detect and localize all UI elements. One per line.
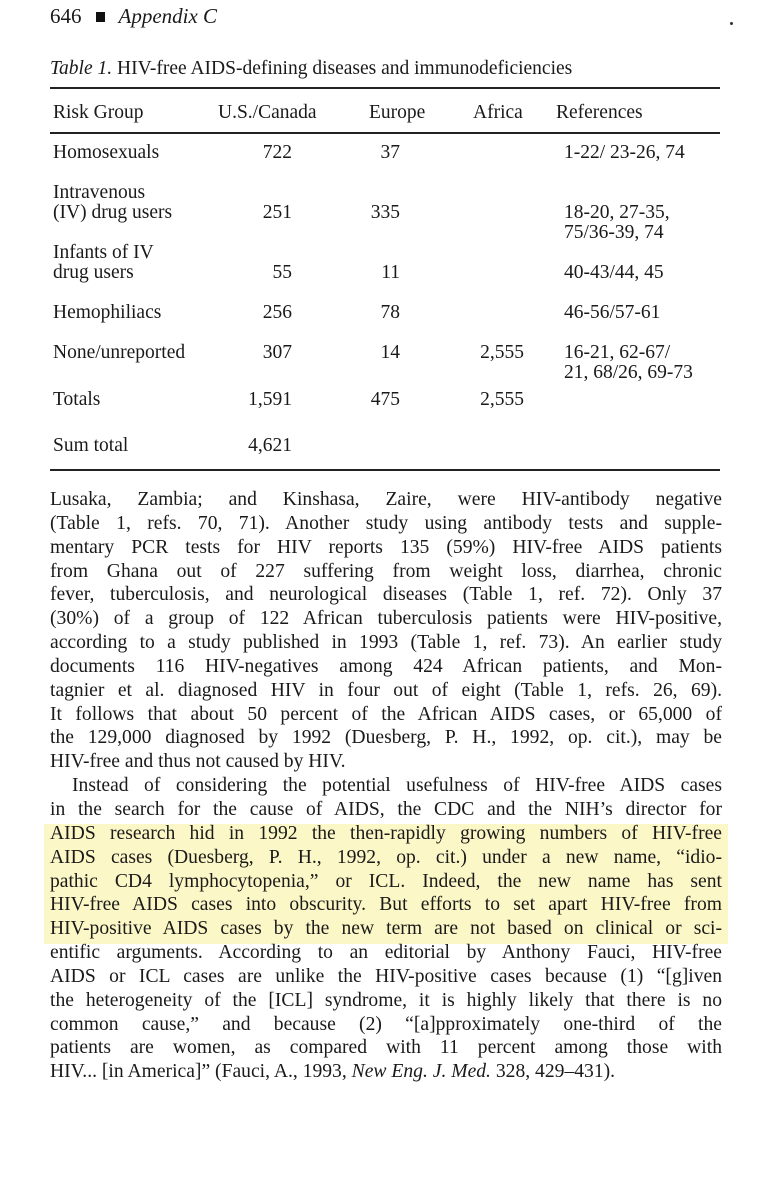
risk-group-cell: Intravenous bbox=[53, 182, 146, 203]
line-text: patients are women, as compared with 11 percent among those with bbox=[50, 1037, 722, 1059]
line-text: AIDS or ICL cases are unlike the HIV-positive cases because (1) “[g]iven bbox=[50, 965, 722, 987]
references-cell: 46-56/57-61 bbox=[564, 302, 661, 323]
us-canada-cell: 55 bbox=[272, 262, 292, 283]
text-line bbox=[50, 774, 722, 798]
line-text: It follows that about 50 percent of the African AIDS cases, or 65,000 of bbox=[50, 703, 722, 725]
text-line bbox=[50, 726, 722, 750]
europe-cell: 335 bbox=[370, 202, 400, 223]
text-line bbox=[50, 703, 722, 727]
text-line bbox=[50, 488, 722, 512]
caption-label: Table 1. bbox=[50, 58, 113, 79]
risk-group-cell: Homosexuals bbox=[53, 142, 160, 163]
europe-cell: 11 bbox=[381, 262, 400, 283]
journal-title: New Eng. J. Med. bbox=[351, 1061, 491, 1083]
line-text: HIV... [in America]” (Fauci, A., 1993, bbox=[50, 1061, 352, 1083]
risk-group-cell: Sum total bbox=[53, 435, 129, 456]
section-title: Appendix C bbox=[118, 4, 218, 28]
risk-group-cell: Infants of IV bbox=[53, 242, 154, 263]
caption-text: HIV-free AIDS-defining diseases and immunodeficiencies bbox=[112, 58, 573, 79]
line-text: the heterogeneity of the [ICL] syndrome, it is highly likely that there is no bbox=[50, 989, 722, 1011]
column-header: References bbox=[556, 102, 643, 123]
text-line bbox=[50, 631, 722, 655]
line-text: AIDS research hid in 1992 the then-rapidly growing numbers of HIV-free bbox=[50, 822, 722, 844]
us-canada-cell: 1,591 bbox=[248, 389, 292, 410]
text-line bbox=[50, 822, 722, 846]
text-line bbox=[50, 846, 722, 870]
text-line bbox=[50, 893, 722, 917]
line-text: from Ghana out of 227 suffering from weight loss, diarrhea, chronic bbox=[50, 560, 722, 582]
column-header: U.S./Canada bbox=[218, 102, 317, 123]
text-line bbox=[50, 607, 722, 631]
us-canada-cell: 722 bbox=[262, 142, 292, 163]
line-text: common cause,” and because (2) “[a]pproximately one-third of the bbox=[50, 1013, 722, 1035]
line-text: (30%) of a group of 122 African tuberculosis patients were HIV-positive, bbox=[50, 608, 722, 630]
risk-group-cell: drug users bbox=[53, 262, 134, 283]
line-text: HIV-positive AIDS cases by the new term are not based on clinical or sci- bbox=[50, 918, 722, 940]
line-text: pathic CD4 lymphocytopenia,” or ICL. Indeed, the new name has sent bbox=[50, 870, 722, 892]
column-header: Europe bbox=[369, 102, 426, 123]
references-cell: 18-20, 27-35, bbox=[564, 202, 670, 223]
text-line bbox=[50, 512, 722, 536]
europe-cell: 475 bbox=[370, 389, 400, 410]
line-text: Lusaka, Zambia; and Kinshasa, Zaire, were HIV-antibody negative bbox=[50, 489, 722, 510]
text-line bbox=[50, 989, 722, 1013]
line-text: in the search for the cause of AIDS, the CDC and the NIH’s director for bbox=[50, 798, 722, 820]
line-text: documents 116 HIV-negatives among 424 African patients, and Mon- bbox=[50, 655, 722, 677]
europe-cell: 37 bbox=[380, 142, 400, 163]
text-line bbox=[50, 1013, 722, 1037]
text-line bbox=[50, 965, 722, 989]
text-line bbox=[50, 679, 722, 703]
text-line bbox=[50, 560, 722, 584]
line-text: fever, tuberculosis, and neurological diseases (Table 1, ref. 72). Only 37 bbox=[50, 584, 722, 606]
column-header: Risk Group bbox=[53, 102, 144, 123]
us-canada-cell: 256 bbox=[262, 302, 292, 323]
text-line bbox=[50, 798, 722, 822]
africa-cell: 2,555 bbox=[480, 389, 524, 410]
text-line bbox=[50, 1036, 722, 1060]
references-cell: 16-21, 62-67/ bbox=[564, 342, 671, 363]
line-text: HIV-free AIDS cases into obscurity. But efforts to set apart HIV-free from bbox=[50, 894, 722, 916]
line-text: (Table 1, refs. 70, 71). Another study using antibody tests and supple- bbox=[50, 512, 722, 534]
europe-cell: 78 bbox=[380, 302, 400, 323]
page-number: 646 bbox=[50, 4, 82, 28]
line-text: the 129,000 diagnosed by 1992 (Duesberg, P. H., 1992, op. cit.), may be bbox=[50, 727, 722, 749]
line-text: AIDS cases (Duesberg, P. H., 1992, op. cit.) under a new name, “idio- bbox=[50, 846, 722, 868]
risk-group-cell: Totals bbox=[53, 389, 101, 410]
line-text: HIV-free and thus not caused by HIV. bbox=[50, 751, 346, 773]
text-line bbox=[50, 583, 722, 607]
us-canada-cell: 251 bbox=[262, 202, 292, 223]
references-cell: 75/36-39, 74 bbox=[564, 222, 664, 243]
text-line bbox=[50, 870, 722, 894]
text-line bbox=[50, 1060, 722, 1084]
references-cell: 21, 68/26, 69-73 bbox=[564, 362, 693, 383]
text-line bbox=[50, 536, 722, 560]
text-line bbox=[50, 655, 722, 679]
europe-cell: 14 bbox=[380, 342, 400, 363]
line-text: according to a study published in 1993 (Table 1, ref. 73). An earlier study bbox=[50, 632, 722, 654]
column-header: Africa bbox=[473, 102, 523, 123]
references-cell: 40-43/44, 45 bbox=[564, 262, 664, 283]
text-line bbox=[50, 941, 722, 965]
line-text: mentary PCR tests for HIV reports 135 (59%) HIV-free AIDS patients bbox=[50, 536, 722, 558]
line-text: Instead of considering the potential usefulness of HIV-free AIDS cases bbox=[72, 775, 722, 797]
text-line bbox=[50, 917, 722, 941]
risk-group-cell: (IV) drug users bbox=[53, 202, 173, 223]
data-table bbox=[0, 0, 773, 480]
body-text bbox=[50, 488, 722, 1084]
citation-end: 328, 429–431). bbox=[490, 1061, 616, 1083]
references-cell: 1-22/ 23-26, 74 bbox=[564, 142, 685, 163]
us-canada-cell: 4,621 bbox=[248, 435, 292, 456]
text-line bbox=[50, 750, 722, 774]
risk-group-cell: Hemophiliacs bbox=[53, 302, 162, 323]
line-text: entific arguments. According to an editorial by Anthony Fauci, HIV-free bbox=[50, 942, 722, 964]
risk-group-cell: None/unreported bbox=[53, 342, 186, 363]
us-canada-cell: 307 bbox=[262, 342, 292, 363]
line-text: tagnier et al. diagnosed HIV in four out of eight (Table 1, refs. 26, 69). bbox=[50, 679, 722, 701]
africa-cell: 2,555 bbox=[480, 342, 524, 363]
